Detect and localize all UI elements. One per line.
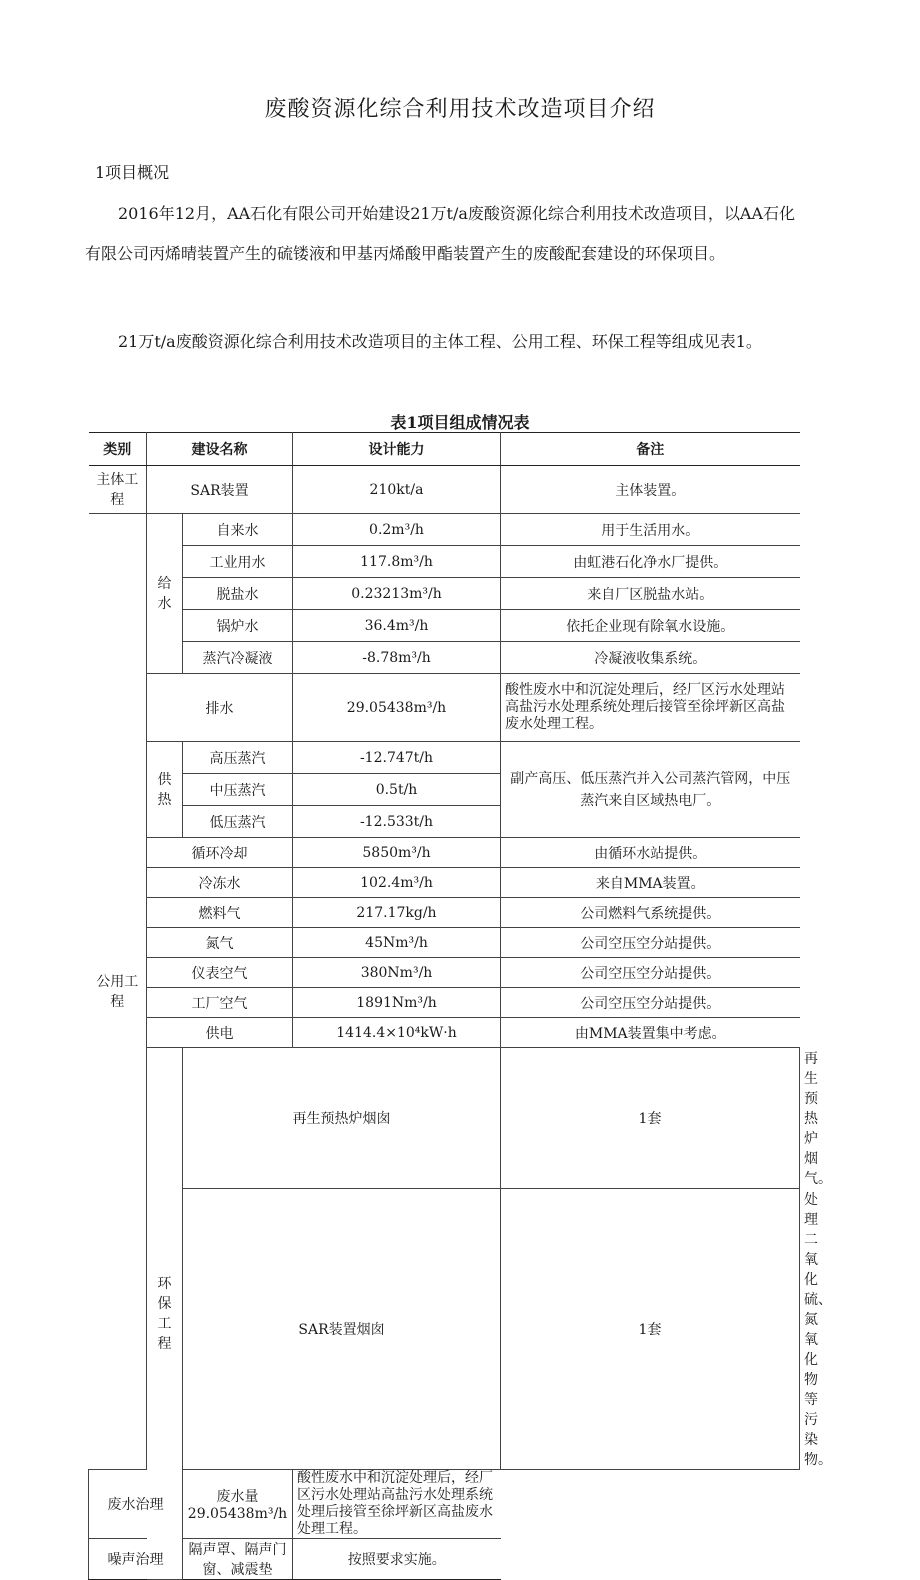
row-name: 仪表空气 (147, 958, 293, 988)
row-name: 工厂空气 (147, 988, 293, 1018)
table-row (89, 868, 800, 898)
table-row (89, 514, 800, 546)
row-name: 燃料气 (147, 898, 293, 928)
row-name: 中压蒸汽 (183, 774, 293, 806)
row-capacity: -12.533t/h (293, 806, 501, 838)
row-capacity: 210kt/a (293, 466, 501, 514)
section-heading: 1项目概况 (95, 163, 170, 182)
row-capacity: 0.5t/h (293, 774, 501, 806)
subgroup-heat: 供热 (147, 742, 183, 838)
table-row (89, 988, 800, 1018)
table-header-row (89, 433, 800, 466)
table-row (89, 642, 800, 674)
subgroup-water: 给水 (147, 514, 183, 674)
row-name: 高压蒸汽 (183, 742, 293, 774)
header-note: 备注 (501, 433, 800, 466)
row-note: 由循环水站提供。 (501, 838, 800, 868)
row-name: 废水治理 (89, 1470, 183, 1539)
table-row (89, 1539, 800, 1580)
row-capacity: -12.747t/h (293, 742, 501, 774)
row-capacity: 0.2m³/h (293, 514, 501, 546)
row-capacity: 102.4m³/h (293, 868, 501, 898)
row-note: 主体装置。 (501, 466, 800, 514)
page-title: 废酸资源化综合利用技术改造项目介绍 (264, 97, 656, 122)
row-capacity: 1414.4×10⁴kW·h (293, 1018, 501, 1048)
row-name: 低压蒸汽 (183, 806, 293, 838)
row-name: 脱盐水 (183, 578, 293, 610)
row-capacity: 1套 (501, 1189, 800, 1470)
row-note: 按照要求实施。 (293, 1539, 501, 1580)
row-note: 公司空压空分站提供。 (501, 928, 800, 958)
row-note: 酸性废水中和沉淀处理后，经厂区污水处理站高盐污水处理系统处理后接管至徐坪新区高盐废水处理工程。 (293, 1470, 501, 1539)
header-capacity: 设计能力 (293, 433, 501, 466)
category-main: 主体工程 (89, 466, 147, 514)
table-row (89, 958, 800, 988)
row-capacity: 1891Nm³/h (293, 988, 501, 1018)
row-name: 自来水 (183, 514, 293, 546)
row-name: 冷冻水 (147, 868, 293, 898)
category-utility: 公用工程 (89, 514, 147, 1470)
table-row: SAR装置烟囱 1套 处理二氧化硫、氮氧化物等污染物。 (89, 1189, 800, 1470)
row-name: 锅炉水 (183, 610, 293, 642)
table-row (89, 928, 800, 958)
row-capacity: 废水量29.05438m³/h (183, 1470, 293, 1539)
row-note: 公司燃料气系统提供。 (501, 898, 800, 928)
row-capacity: 36.4m³/h (293, 610, 501, 642)
row-note: 用于生活用水。 (501, 514, 800, 546)
row-note: 由MMA装置集中考虑。 (501, 1018, 800, 1048)
row-capacity: 1套 (501, 1048, 800, 1189)
table-row (89, 610, 800, 642)
row-name: 排水 (147, 674, 293, 742)
row-note: 依托企业现有除氧水设施。 (501, 610, 800, 642)
row-name: 再生预热炉烟囱 (183, 1048, 501, 1189)
table-row: 环保工程 再生预热炉烟囱 1套 再生预热炉烟气。 (89, 1048, 800, 1189)
heat-note: 副产高压、低压蒸汽并入公司蒸汽管网，中压蒸汽来自区域热电厂。 (501, 742, 800, 838)
paragraph-table-ref: 21万t/a废酸资源化综合利用技术改造项目的主体工程、公用工程、环保工程等组成见表1。 (118, 332, 762, 351)
row-name: 工业用水 (183, 546, 293, 578)
table-row (89, 742, 800, 774)
row-capacity: 217.17kg/h (293, 898, 501, 928)
row-note: 来自厂区脱盐水站。 (501, 578, 800, 610)
row-capacity: 29.05438m³/h (293, 674, 501, 742)
row-note: 公司空压空分站提供。 (501, 958, 800, 988)
row-capacity: -8.78m³/h (293, 642, 501, 674)
table-row (89, 898, 800, 928)
table-row (89, 1470, 800, 1539)
row-capacity: 380Nm³/h (293, 958, 501, 988)
row-name: SAR装置烟囱 (183, 1189, 501, 1470)
row-capacity: 5850m³/h (293, 838, 501, 868)
row-note: 由虹港石化净水厂提供。 (501, 546, 800, 578)
table-row (89, 838, 800, 868)
row-name: 供电 (147, 1018, 293, 1048)
category-env: 环保工程 (147, 1048, 183, 1580)
project-composition-table (88, 432, 832, 1580)
row-name: 氮气 (147, 928, 293, 958)
row-name: 蒸汽冷凝液 (183, 642, 293, 674)
table-row (89, 578, 800, 610)
row-name: 循环冷却 (147, 838, 293, 868)
header-category: 类别 (89, 433, 147, 466)
table-caption: 表1项目组成情况表 (390, 413, 530, 432)
row-capacity: 117.8m³/h (293, 546, 501, 578)
table-row (89, 674, 800, 742)
row-capacity: 0.23213m³/h (293, 578, 501, 610)
table-row (89, 1018, 800, 1048)
row-name: SAR装置 (147, 466, 293, 514)
row-name: 噪声治理 (89, 1539, 183, 1580)
row-note: 公司空压空分站提供。 (501, 988, 800, 1018)
row-note: 冷凝液收集系统。 (501, 642, 800, 674)
paragraph-intro: 2016年12月，AA石化有限公司开始建设21万t/a废酸资源化综合利用技术改造项目，以AA石化有限公司丙烯晴装置产生的硫镂液和甲基丙烯酸甲酯装置产生的废酸配套建设的环保项目。 (85, 204, 796, 263)
row-note: 酸性废水中和沉淀处理后，经厂区污水处理站高盐污水处理系统处理后接管至徐坪新区高盐废水处理工程。 (501, 674, 800, 742)
table-row (89, 546, 800, 578)
table-row (89, 466, 800, 514)
header-name: 建设名称 (147, 433, 293, 466)
row-note: 来自MMA装置。 (501, 868, 800, 898)
row-capacity: 45Nm³/h (293, 928, 501, 958)
row-capacity: 隔声罩、隔声门窗、减震垫 (183, 1539, 293, 1580)
